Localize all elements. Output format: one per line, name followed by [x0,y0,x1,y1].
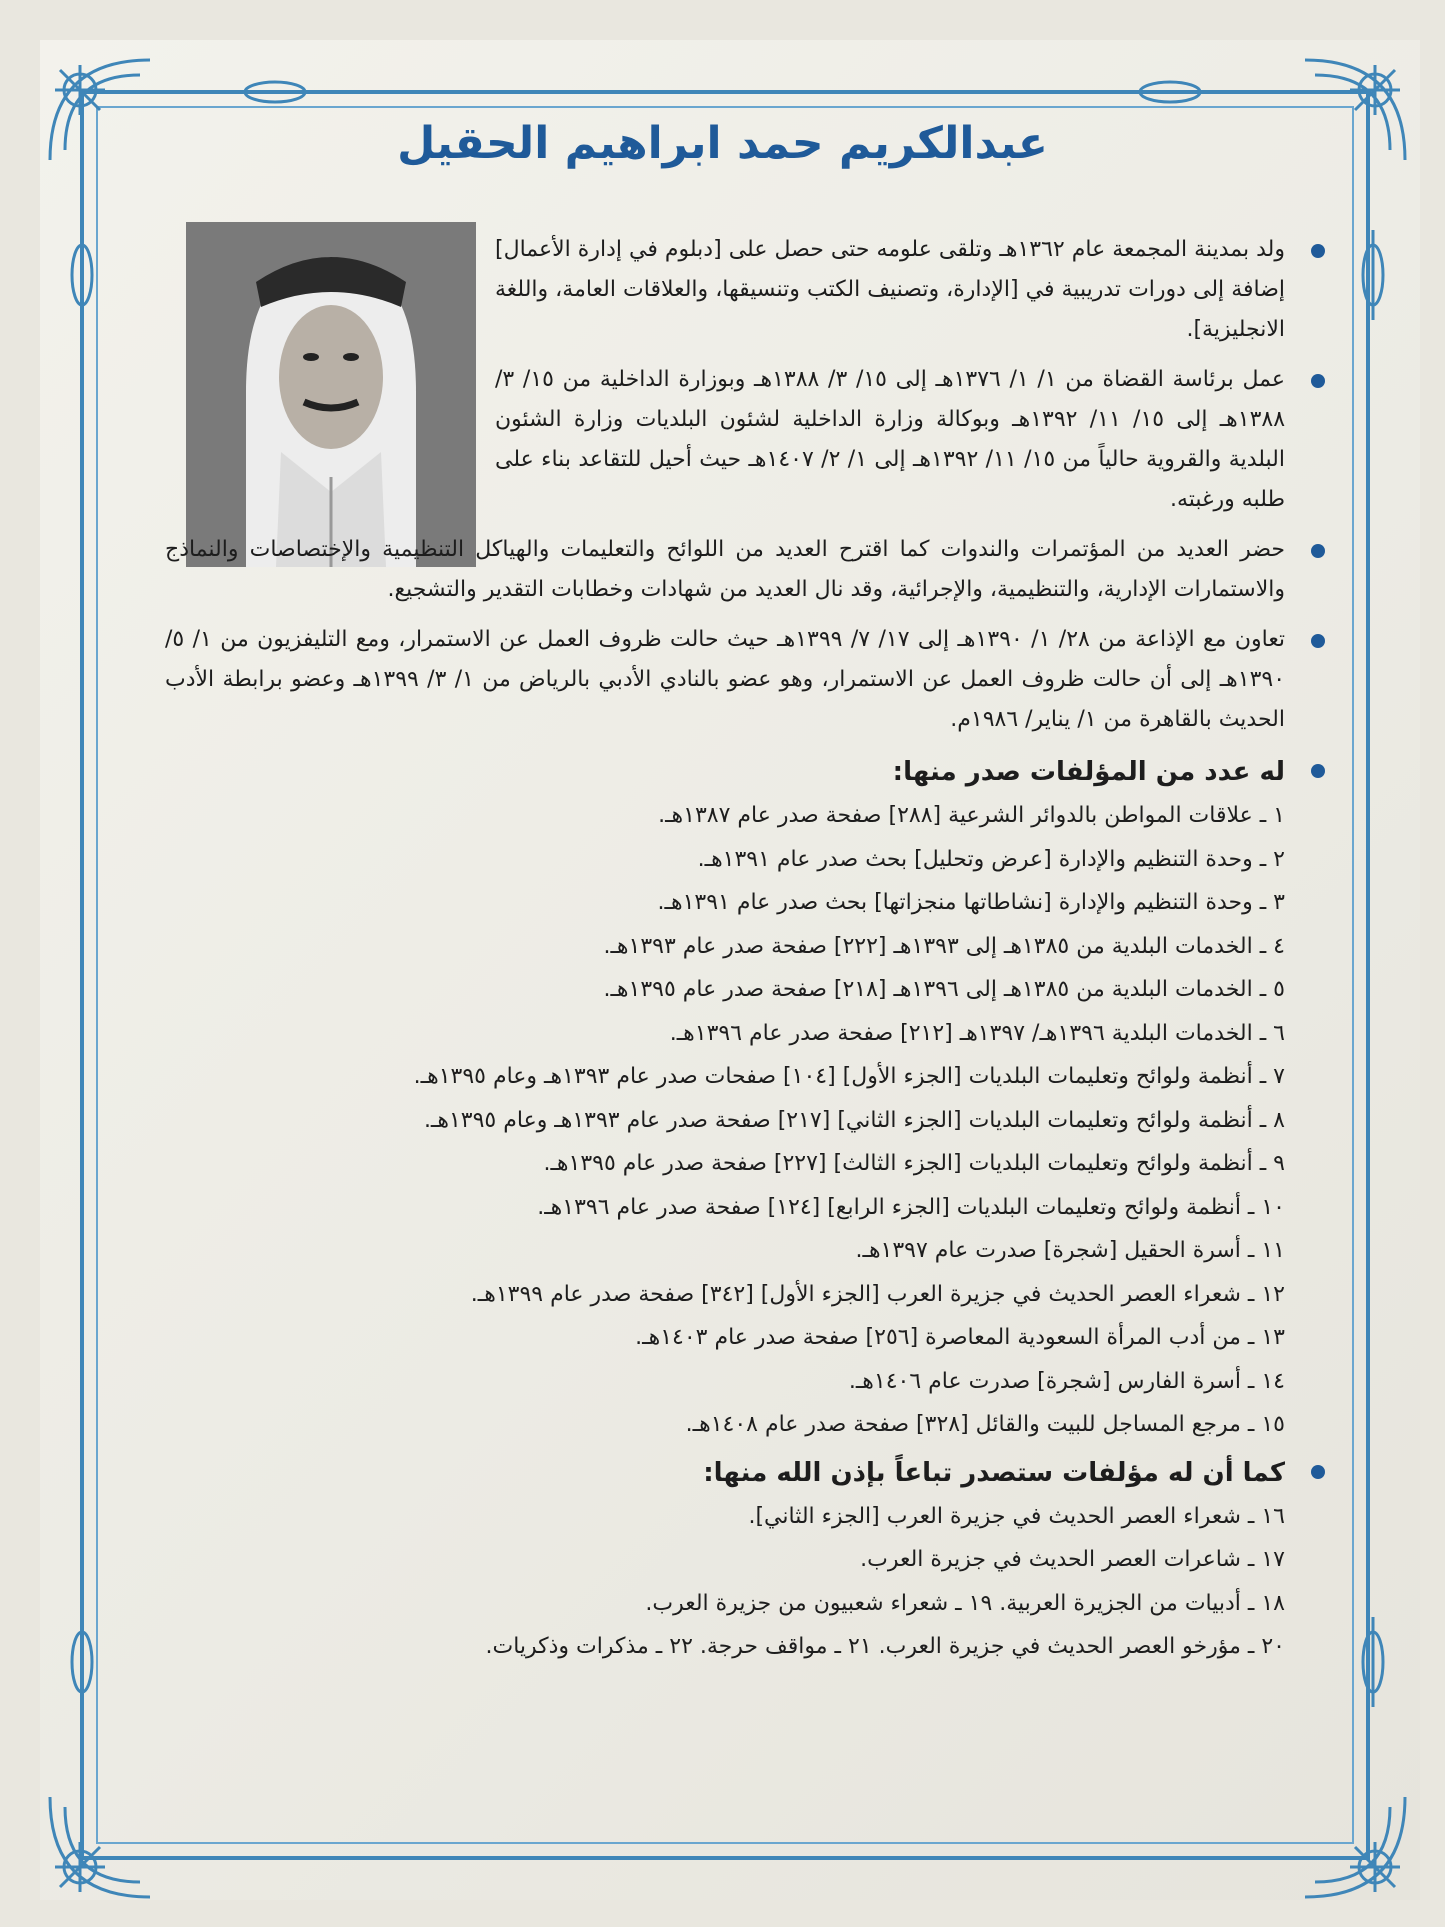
border-ornament-icon [230,72,320,112]
list-item: ١ ـ علاقات المواطن بالدوائر الشرعية [٢٨٨] صفحة صدر عام ١٣٨٧هـ. [658,803,1285,828]
list-item: ١١ ـ أسرة الحقيل [شجرة] صدرت عام ١٣٩٧هـ. [855,1238,1285,1263]
upcoming-heading: كما أن له مؤلفات ستصدر تباعاً بإذن الله منها: [165,1451,1325,1495]
bullet-icon [1311,244,1325,258]
biography-content [165,230,1325,1669]
list-item: ٧ ـ أنظمة ولوائح وتعليمات البلديات [الجزء الأول] [١٠٤] صفحات صدر عام ١٣٩٣هـ وعام ١٣٩٥هـ. [413,1064,1285,1089]
corner-ornament-icon [40,1787,160,1907]
list-item: ١٤ ـ أسرة الفارس [شجرة] صدرت عام ١٤٠٦هـ. [848,1368,1285,1394]
bullet-icon [1311,764,1325,778]
list-item: ١٦ ـ شعراء العصر الحديث في جزيرة العرب [الجزء الثاني]. [748,1503,1285,1529]
list-item: ١٧ ـ شاعرات العصر الحديث في جزيرة العرب. [860,1547,1285,1572]
border-ornament-icon [1125,72,1215,112]
works-list [165,794,1325,1447]
bio-paragraph: عمل برئاسة القضاة من ١/ ١/ ١٣٧٦هـ إلى ١٥/ ٣/ ١٣٨٨هـ وبوزارة الداخلية من ١٥/ ٣/ ١٣٨٨هـ إلى ١٥/ ١١/ ١٣٩٢هـ وبوكالة وزارة الداخلية لشئون البلديات وزارة الشئون البلدية والقروية حالياً من ١٥/ ١١/ ١٣٩٢هـ إلى ١/ ٢/ ١٤٠٧هـ حيث أحيل للتقاعد بناء على طلبه ورغبته. [495,360,1325,520]
bullet-icon [1311,544,1325,558]
list-item: ١٥ ـ مرجع المساجل للبيت والقائل [٣٢٨] صفحة صدر عام ١٤٠٨هـ. [685,1412,1285,1437]
border-ornament-icon [62,230,102,320]
list-item: ٩ ـ أنظمة ولوائح وتعليمات البلديات [الجزء الثالث] [٢٢٧] صفحة صدر عام ١٣٩٥هـ. [543,1151,1285,1176]
list-item: ٤ ـ الخدمات البلدية من ١٣٨٥هـ إلى ١٣٩٣هـ [٢٢٢] صفحة صدر عام ١٣٩٣هـ. [603,933,1285,959]
bio-paragraph: حضر العديد من المؤتمرات والندوات كما اقترح العديد من اللوائح والتعليمات والهياكل التنظيمية والإختصاصات والنماذج والاستمارات الإدارية، والتنظيمية، والإجرائية، وقد نال العديد من شهادات وخطابات التقدير والتشجيع. [165,530,1325,610]
list-item: ٦ ـ الخدمات البلدية ١٣٩٦هـ/ ١٣٩٧هـ [٢١٢] صفحة صدر عام ١٣٩٦هـ. [669,1020,1285,1046]
list-item: ٢ ـ وحدة التنظيم والإدارة [عرض وتحليل] بحث صدر عام ١٣٩١هـ. [697,846,1285,872]
list-item: ٥ ـ الخدمات البلدية من ١٣٨٥هـ إلى ١٣٩٦هـ [٢١٨] صفحة صدر عام ١٣٩٥هـ. [603,977,1285,1002]
list-item: ١٠ ـ أنظمة ولوائح وتعليمات البلديات [الجزء الرابع] [١٢٤] صفحة صدر عام ١٣٩٦هـ. [537,1194,1285,1220]
list-item: ٨ ـ أنظمة ولوائح وتعليمات البلديات [الجزء الثاني] [٢١٧] صفحة صدر عام ١٣٩٣هـ وعام ١٣٩٥هـ. [423,1107,1285,1133]
works-heading: له عدد من المؤلفات صدر منها: [165,750,1325,794]
bullet-icon [1311,374,1325,388]
corner-ornament-icon [1295,1787,1415,1907]
border-ornament-icon [62,1617,102,1707]
bio-paragraph: ولد بمدينة المجمعة عام ١٣٦٢هـ وتلقى علومه حتى حصل على [دبلوم في إدارة الأعمال] إضافة إلى دورات تدريبية في [الإدارة، وتصنيف الكتب وتنسيقها، والعلاقات العامة، واللغة الانجليزية]. [495,230,1325,350]
list-item: ١٣ ـ من أدب المرأة السعودية المعاصرة [٢٥٦] صفحة صدر عام ١٤٠٣هـ. [635,1325,1285,1350]
list-item: ٣ ـ وحدة التنظيم والإدارة [نشاطاتها منجزاتها] بحث صدر عام ١٣٩١هـ. [657,890,1285,915]
list-item: ٢٠ ـ مؤرخو العصر الحديث في جزيرة العرب. ٢١ ـ مواقف حرجة. ٢٢ ـ مذكرات وذكريات. [485,1634,1285,1659]
border-ornament-icon [1353,230,1393,320]
bio-paragraph: تعاون مع الإذاعة من ٢٨/ ١/ ١٣٩٠هـ إلى ١٧/ ٧/ ١٣٩٩هـ حيث حالت ظروف العمل عن الاستمرار، ومع التليفزيون من ١/ ٥/ ١٣٩٠هـ إلى أن حالت ظروف العمل عن الاستمرار، وهو عضو بالنادي الأدبي بالرياض من ١/ ٣/ ١٣٩٩هـ وعضو برابطة الأدب الحديث بالقاهرة من ١/ يناير/ ١٩٨٦م. [165,620,1325,740]
bullet-icon [1311,1465,1325,1479]
list-item: ١٢ ـ شعراء العصر الحديث في جزيرة العرب [الجزء الأول] [٣٤٢] صفحة صدر عام ١٣٩٩هـ. [470,1281,1285,1307]
list-item: ١٨ ـ أدبيات من الجزيرة العربية. ١٩ ـ شعراء شعبيون من جزيرة العرب. [645,1590,1285,1616]
border-ornament-icon [1353,1617,1393,1707]
page-title: عبدالكريم حمد ابراهيم الحقيل [397,118,1048,169]
bullet-icon [1311,634,1325,648]
upcoming-list [165,1495,1325,1669]
